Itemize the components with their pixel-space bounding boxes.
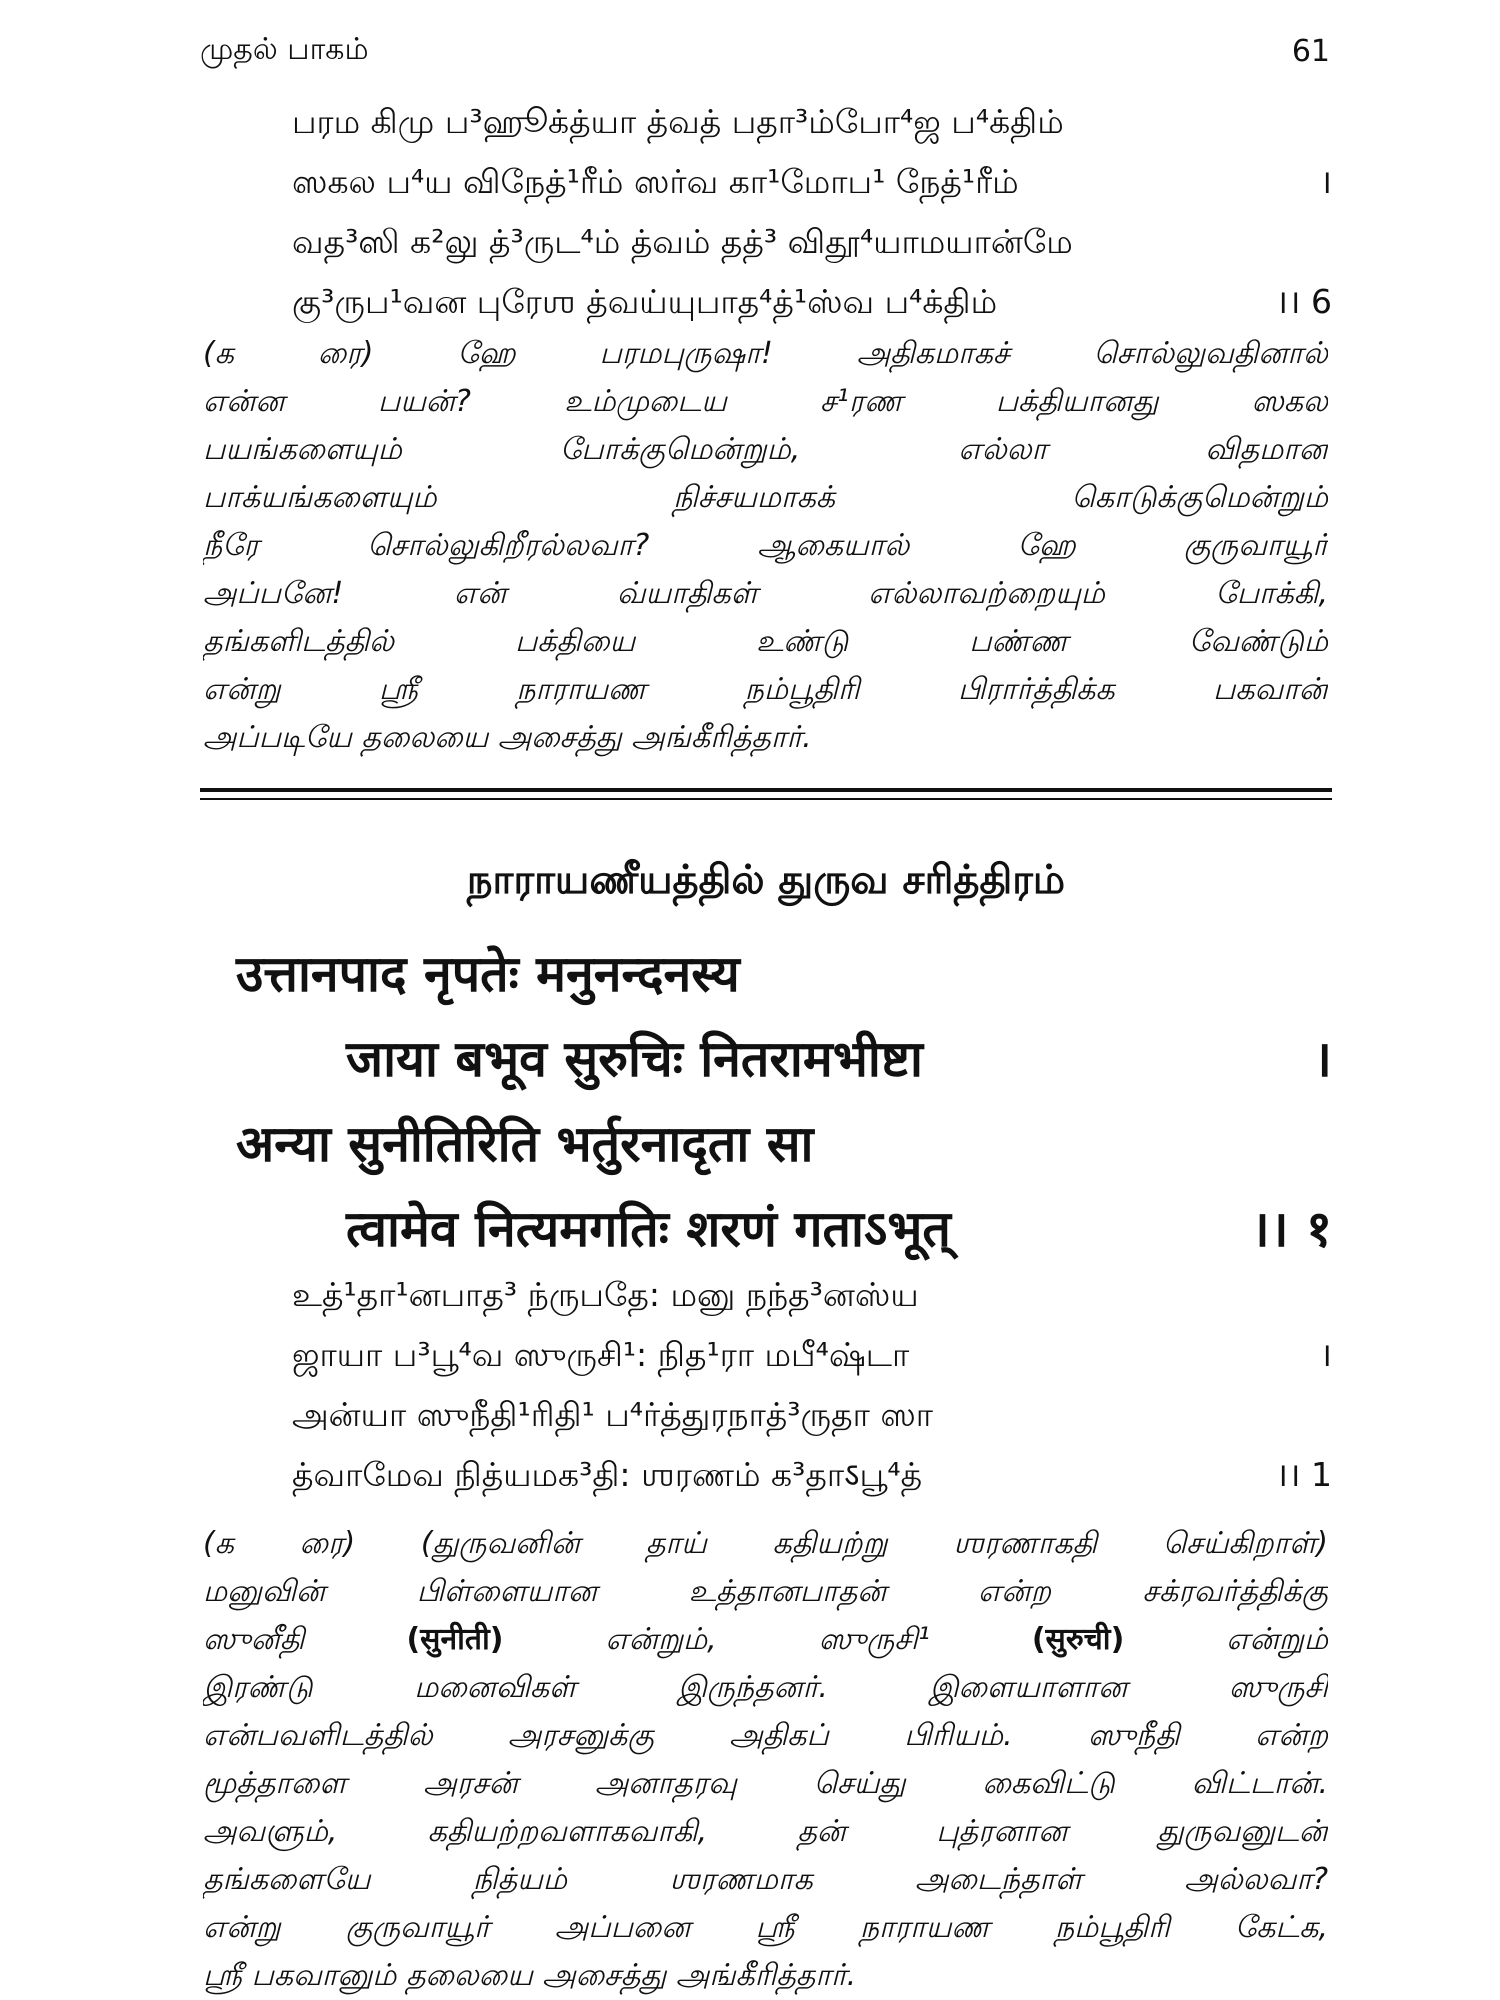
sanskrit-line: अन्या सुनीतिरिति भर्तुरनादृता सा [236, 1115, 814, 1173]
commentary-line: அப்படியே தலையை அசைத்து அங்கீரித்தார். [203, 720, 812, 755]
page-number: 61 [1291, 33, 1330, 69]
commentary-line: நீரே சொல்லுகிறீரல்லவா? ஆகையால் ஹே குருவாயூர் [203, 528, 1328, 563]
commentary-line: (க ரை) (துருவனின் தாய் கதியற்று ஶரணாகதி செய்கிறாள்) [203, 1526, 1328, 1561]
verse-6-tamil [292, 92, 1332, 332]
commentary-line: என்று குருவாயூர் அப்பனை ஸ்ரீ நாராயண நம்பூதிரி கேட்க, [203, 1910, 1328, 1945]
commentary-line: என்பவளிடத்தில் அரசனுக்கு அதிகப் பிரியம். ஸுநீதி என்ற [203, 1718, 1328, 1753]
sanskrit-line: त्वामेव नित्यमगतिः शरणं गताऽभूत् ।। १ [346, 1200, 1332, 1258]
commentary-line: என்ன பயன்? உம்முடைய ச¹ரண பக்தியானது ஸகல [203, 384, 1328, 419]
commentary-line: அவளும், கதியற்றவளாகவாகி, தன் புத்ரனான துருவனுடன் [203, 1814, 1328, 1849]
sanskrit-verse [236, 932, 1332, 1272]
page-header [200, 26, 1330, 76]
commentary-line: தங்களையே நித்யம் ஶரணமாக அடைந்தாள் அல்லவா? [203, 1862, 1328, 1897]
translit-line: அன்யா ஸுநீதி¹ரிதி¹ ப⁴ர்த்துரநாத்³ருதா ஸா [292, 1395, 934, 1434]
commentary-line: தங்களிடத்தில் பக்தியை உண்டு பண்ண வேண்டும் [203, 624, 1328, 659]
verse-1-tamil [292, 1265, 1332, 1505]
verse-line: கு³ருப¹வன புரேஶ த்வய்யுபாத⁴த்¹ஸ்வ ப⁴க்திம் ।। 6 [292, 282, 1332, 321]
sanskrit-line: जाया बभूव सुरुचिः नितरामभीष्टा । [346, 1030, 1332, 1088]
commentary-line: அப்பனே! என் வ்யாதிகள் எல்லாவற்றையும் போக்கி, [203, 576, 1328, 611]
verse-line: வத³ஸி க²லு த்³ருட⁴ம் த்வம் தத்³ விதூ⁴யாமயான்மே [292, 222, 1073, 261]
verse-line: பரம கிமு ப³ஹூக்த்யா த்வத் பதா³ம்போ⁴ஜ ப⁴க்திம் [292, 102, 1064, 141]
commentary-line: என்று ஸ்ரீ நாராயண நம்பூதிரி பிரார்த்திக்க பகவான் [203, 672, 1328, 707]
commentary-line: பயங்களையும் போக்குமென்றும், எல்லா விதமான [203, 432, 1328, 467]
commentary-line: ஸ்ரீ பகவானும் தலையை அசைத்து அங்கீரித்தார். [203, 1958, 857, 1993]
commentary-line: இரண்டு மனைவிகள் இருந்தனர். இளையாளான ஸுருசி [203, 1670, 1328, 1705]
translit-line: த்வாமேவ நித்யமக³தி: ஶரணம் க³தாऽபூ⁴த் ।। 1 [292, 1455, 1332, 1494]
section-divider-thin [200, 798, 1332, 800]
sanskrit-name: (सुरुची) [1031, 1622, 1125, 1657]
translit-line: ஜாயா ப³பூ⁴வ ஸுருசி¹: நித¹ரா மபீ⁴ஷ்டா । [292, 1335, 1332, 1374]
commentary-verse-1 [203, 1520, 1328, 2000]
translit-line: உத்¹தா¹னபாத³ ந்ருபதே: மனு நந்த³னஸ்ய [292, 1275, 919, 1314]
commentary-line: மூத்தாளை அரசன் அனாதரவு செய்து கைவிட்டு விட்டான். [203, 1766, 1328, 1801]
section-title: நாராயணீயத்தில் துருவ சரித்திரம் [466, 857, 1066, 903]
sanskrit-name: (सुनीती) [406, 1622, 504, 1657]
commentary-line: ஸுனீதி (सुनीती) என்றும், ஸுருசி¹ (सुरुची) என்றும் [203, 1622, 1328, 1657]
commentary-verse-6 [203, 330, 1328, 762]
section-divider-thick [200, 788, 1332, 792]
sanskrit-line: उत्तानपाद नृपतेः मनुनन्दनस्य [236, 945, 740, 1003]
running-title: முதல் பாகம் [200, 31, 369, 67]
verse-line: ஸகல ப⁴ய விநேத்¹ரீம் ஸர்வ கா¹மோப¹ நேத்¹ரீம் । [292, 162, 1332, 201]
commentary-line: மனுவின் பிள்ளையான உத்தானபாதன் என்ற சக்ரவர்த்திக்கு [203, 1574, 1328, 1609]
commentary-line: (க ரை) ஹே பரமபுருஷா! அதிகமாகச் சொல்லுவதினால் [203, 336, 1328, 371]
commentary-line: பாக்யங்களையும் நிச்சயமாகக் கொடுக்குமென்றும் [203, 480, 1328, 515]
